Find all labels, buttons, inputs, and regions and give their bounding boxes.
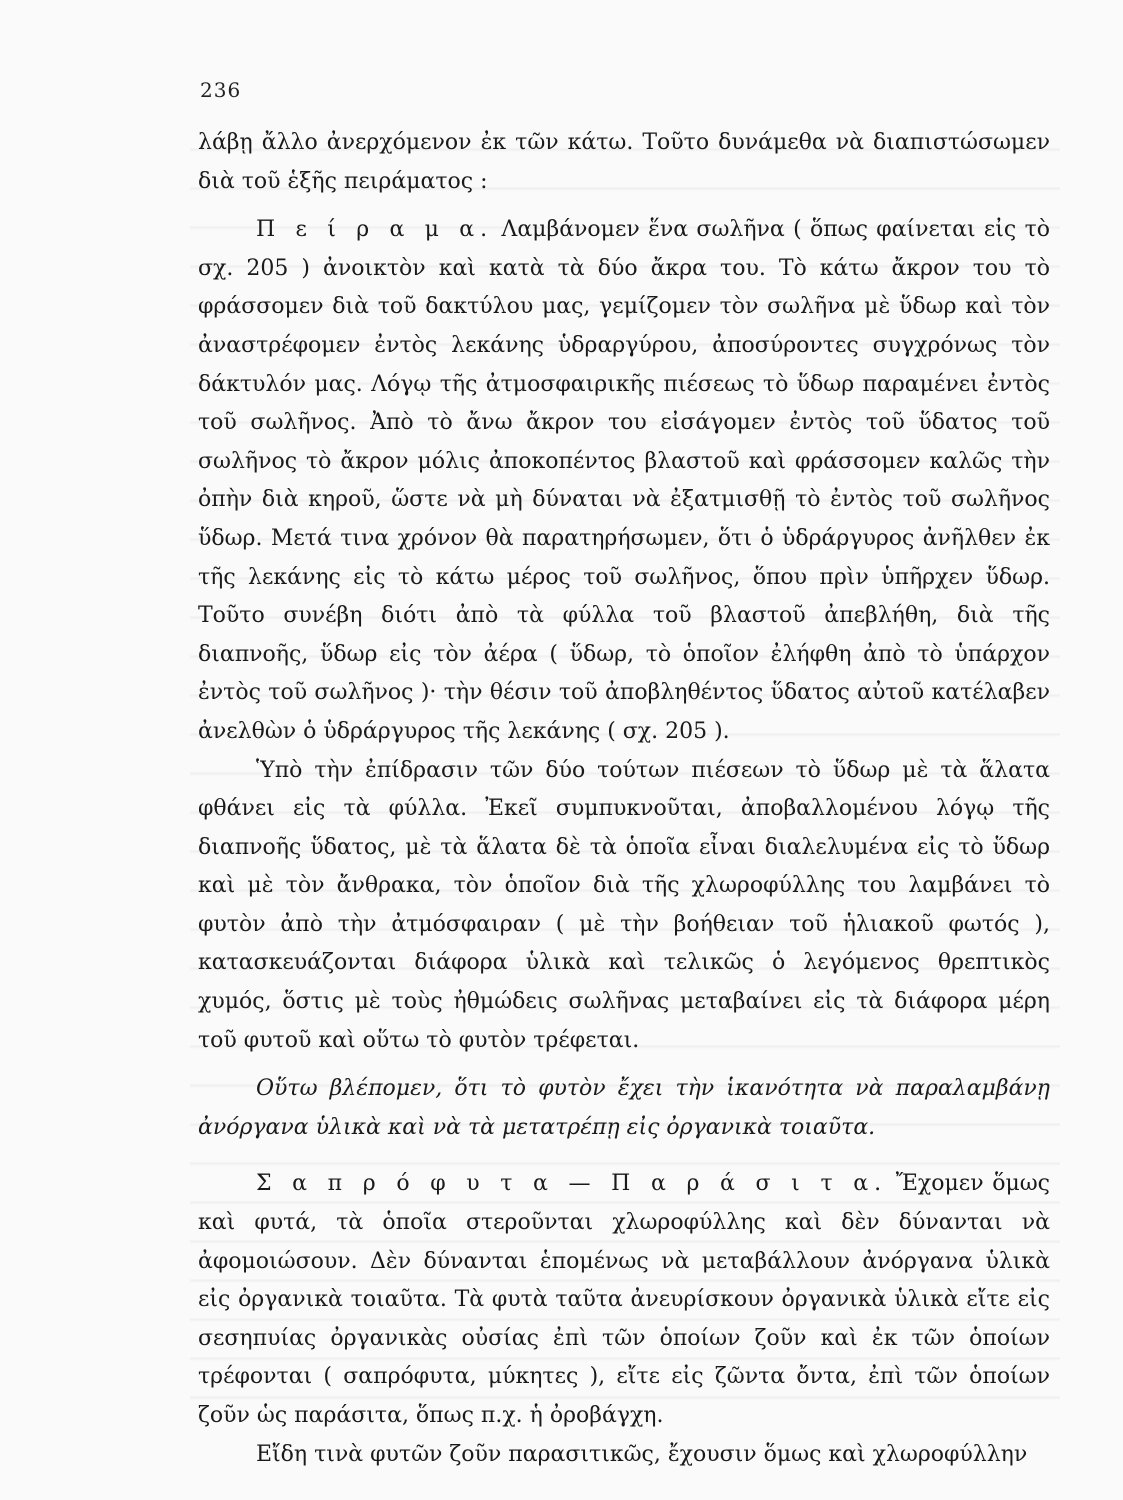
- paragraph-final: Εἴδη τινὰ φυτῶν ζοῦν παρασιτικῶς, ἔχουσιν ὅμως καὶ χλωροφύλλην: [256, 1441, 1028, 1467]
- paragraph-continuation: λάβῃ ἄλλο ἀνερχόμενον ἐκ τῶν κάτω. Τοῦτο δυνάμεθα νὰ διαπιστώσωμεν διὰ τοῦ ἑξῆς πειράματος :: [198, 130, 1050, 194]
- paragraph-saprophytes: [198, 1165, 1050, 1435]
- paragraph-experiment: [198, 211, 1050, 751]
- body-text: [198, 124, 1050, 1474]
- experiment-heading: Π ε ί ρ α μ α.: [256, 217, 494, 243]
- spacer: [198, 201, 1050, 211]
- saprophytes-heading: Σ α π ρ ό φ υ τ α — Π α ρ ά σ ι τ α.: [256, 1171, 888, 1197]
- spacer: [198, 1060, 1050, 1070]
- spacer: [198, 1147, 1050, 1165]
- experiment-text: Λαμβάνομεν ἕνα σωλῆνα ( ὅπως φαίνεται εἰς τὸ σχ. 205 ) ἀνοικτὸν καὶ κατὰ τὰ δύο ἄκρα του. Τὸ κάτω ἄκρον του τὸ φράσσομεν διὰ τοῦ δακτύλου μας, γεμίζομεν τὸν σωλῆνα μὲ ὕδωρ καὶ τὸν ἀναστρέφομεν ἐντὸς λεκάνης ὑδραργύρου, ἀποσύροντες συγχρόνως τὸν δάκτυλόν μας. Λόγῳ τῆς ἀτμοσφαιρικῆς πιέσεως τὸ ὕδωρ παραμένει ἐντὸς τοῦ σωλῆνος. Ἀπὸ τὸ ἄνω ἄκρον του εἰσάγομεν ἐντὸς τοῦ ὕδατος τοῦ σωλῆνος τὸ ἄκρον μόλις ἀποκοπέντος βλαστοῦ καὶ φράσσομεν καλῶς τὴν ὀπὴν διὰ κηροῦ, ὥστε νὰ μὴ δύναται νὰ ἐξατμισθῇ τὸ ἐντὸς τοῦ σωλῆνος ὕδωρ. Μετά τινα χρόνον θὰ παρατηρήσωμεν, ὅτι ὁ ὑδράργυρος ἀνῆλθεν ἐκ τῆς λεκάνης εἰς τὸ κάτω μέρος τοῦ σωλῆνος, ὅπου πρὶν ὑπῆρχεν ὕδωρ. Τοῦτο συνέβη διότι ἀπὸ τὰ φύλλα τοῦ βλαστοῦ ἀπεβλήθη, διὰ τῆς διαπνοῆς, ὕδωρ εἰς τὸν ἀέρα ( ὕδωρ, τὸ ὁποῖον ἐλήφθη ἀπὸ τὸ ὑπάρχον ἐντὸς τοῦ σωλῆνος )· τὴν θέσιν τοῦ ἀποβληθέντος ὕδατος αὐτοῦ κατέλαβεν ἀνελθὼν ὁ ὑδράργυρος τῆς λεκάνης ( σχ. 205 ).: [198, 217, 1050, 744]
- saprophytes-text: Ἔχομεν ὅμως καὶ φυτά, τὰ ὁποῖα στεροῦνται χλωροφύλλης καὶ δὲν δύνανται νὰ ἀφομοιώσουν. Δὲν δύνανται ἑπομένως νὰ μεταβάλλουν ἀνόργανα ὑλικὰ εἰς ὀργανικὰ τοιαῦτα. Τὰ φυτὰ ταῦτα ἀνευρίσκουν ὀργανικὰ ὑλικὰ εἴτε εἰς σεσηπυίας ὀργανικὰς οὐσίας ἐπὶ τῶν ὁποίων ζοῦν καὶ ἐκ τῶν ὁποίων τρέφονται ( σαπρόφυτα, μύκητες ), εἴτε εἰς ζῶντα ὄντα, ἐπὶ τῶν ὁποίων ζοῦν ὡς παράσιτα, ὅπως π.χ. ἡ ὀροβάγχη.: [198, 1171, 1051, 1428]
- paragraph-pressures: Ὑπὸ τὴν ἐπίδρασιν τῶν δύο τούτων πιέσεων τὸ ὕδωρ μὲ τὰ ἅλατα φθάνει εἰς τὰ φύλλα. Ἐκεῖ συμπυκνοῦται, ἀποβαλλομένου λόγῳ τῆς διαπνοῆς ὕδατος, μὲ τὰ ἅλατα δὲ τὰ ὁποῖα εἶναι διαλελυμένα εἰς τὸ ὕδωρ καὶ μὲ τὸν ἄνθρακα, τὸν ὁποῖον διὰ τῆς χλωροφύλλης του λαμβάνει τὸ φυτὸν ἀπὸ τὴν ἀτμόσφαιραν ( μὲ τὴν βοήθειαν τοῦ ἡλιακοῦ φωτός ), κατασκευάζονται διάφορα ὑλικὰ καὶ τελικῶς ὁ λεγόμενος θρεπτικὸς χυμός, ὅστις μὲ τοὺς ἠθμώδεις σωλῆνας μεταβαίνει εἰς τὰ διάφορα μέρη τοῦ φυτοῦ καὶ οὕτω τὸ φυτὸν τρέφεται.: [198, 757, 1050, 1053]
- paragraph-conclusion: Οὕτω βλέπομεν, ὅτι τὸ φυτὸν ἔχει τὴν ἱκανότητα νὰ παραλαμβάνῃ ἀνόργανα ὑλικὰ καὶ νὰ τὰ μετατρέπῃ εἰς ὀργανικὰ τοιαῦτα.: [198, 1076, 1050, 1140]
- page-number: 236: [200, 78, 242, 102]
